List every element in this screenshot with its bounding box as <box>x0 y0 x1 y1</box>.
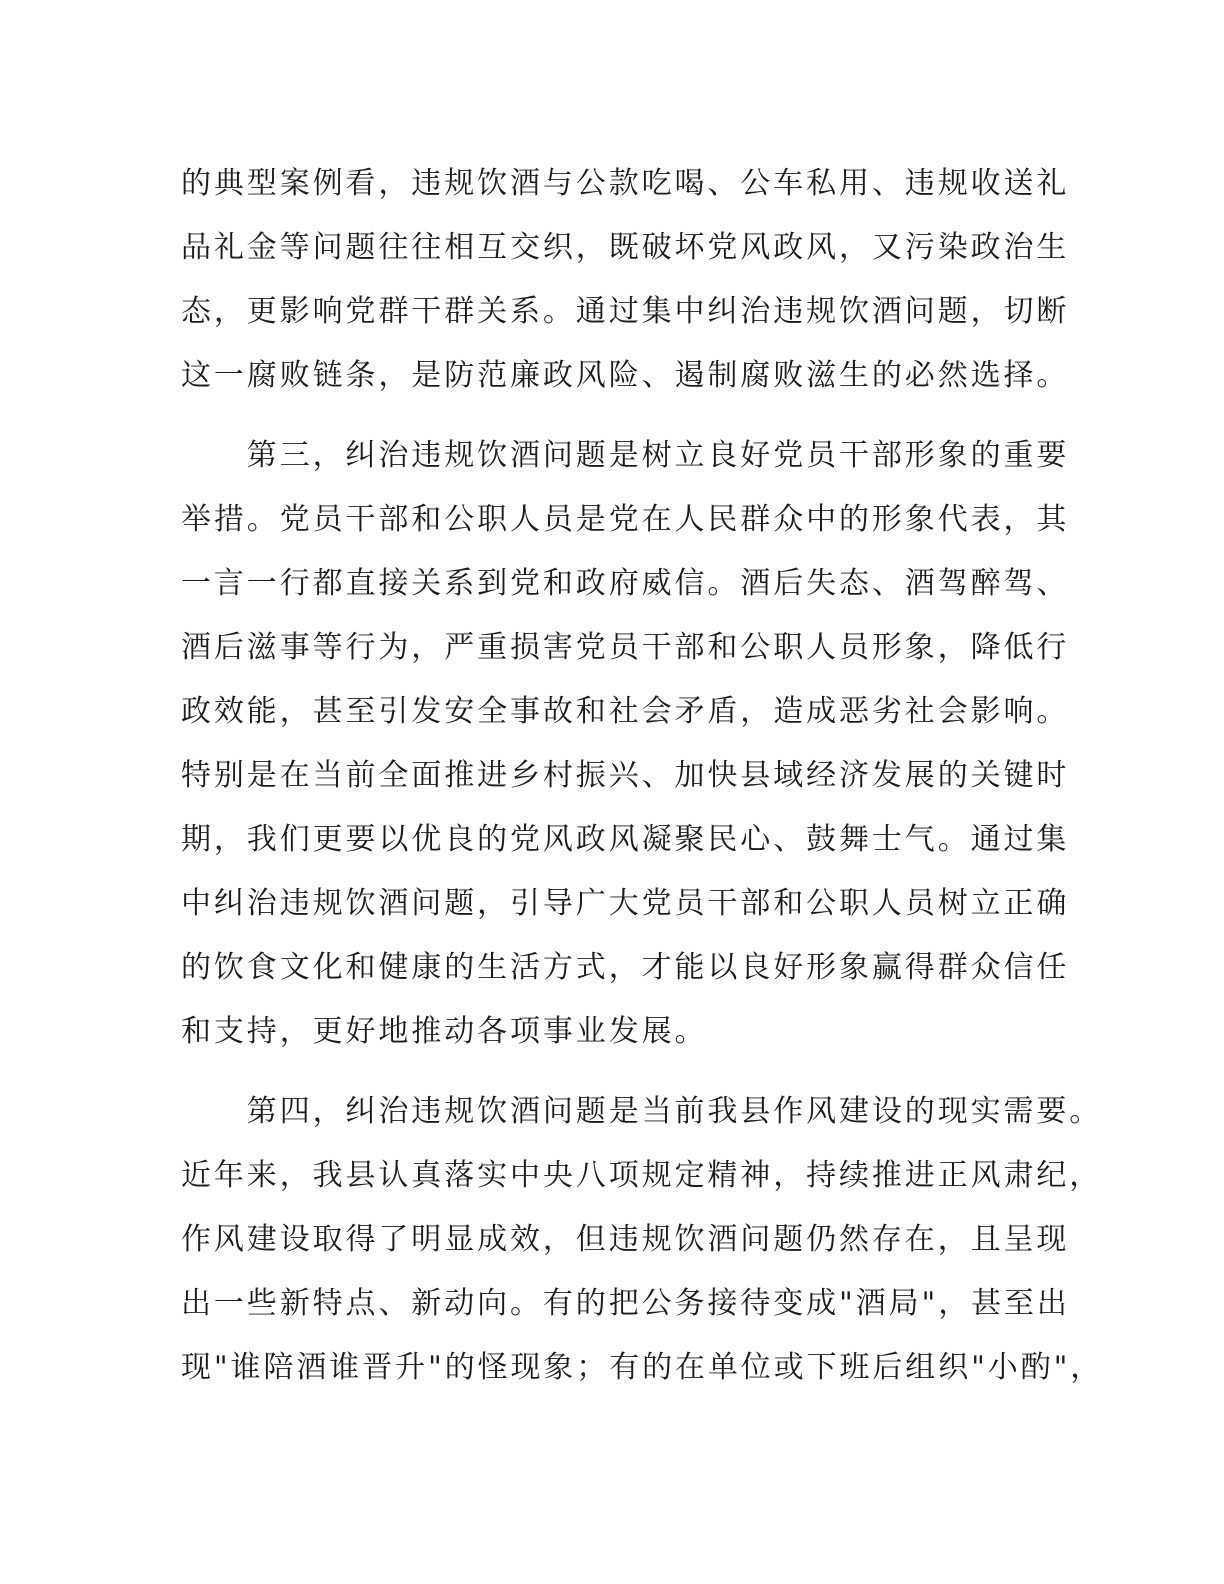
paragraph-line: 的典型案例看，违规饮酒与公款吃喝、公车私用、违规收送礼 <box>181 166 1070 201</box>
paragraph-line: 第三，纠治违规饮酒问题是树立良好党员干部形象的重要 <box>181 438 1070 473</box>
paragraph-line: 中纠治违规饮酒问题，引导广大党员干部和公职人员树立正确 <box>181 886 1070 921</box>
paragraph-line: 举措。党员干部和公职人员是党在人民群众中的形象代表，其 <box>181 502 1070 537</box>
paragraph-line: 酒后滋事等行为，严重损害党员干部和公职人员形象，降低行 <box>181 630 1070 665</box>
paragraph-line: 政效能，甚至引发安全事故和社会矛盾，造成恶劣社会影响。 <box>181 694 1070 729</box>
paragraph-line: 品礼金等问题往往相互交织，既破坏党风政风，又污染政治生 <box>181 230 1070 265</box>
paragraph-line: 出一些新特点、新动向。有的把公务接待变成"酒局"，甚至出 <box>181 1286 1070 1321</box>
paragraph-line: 特别是在当前全面推进乡村振兴、加快县域经济发展的关键时 <box>181 758 1070 793</box>
paragraph-line: 期，我们更要以优良的党风政风凝聚民心、鼓舞士气。通过集 <box>181 822 1070 857</box>
paragraph-line: 现"谁陪酒谁晋升"的怪现象；有的在单位或下班后组织"小酌"， <box>181 1350 1104 1385</box>
paragraph-line: 第四，纠治违规饮酒问题是当前我县作风建设的现实需要。 <box>181 1094 1103 1129</box>
paragraph-line: 作风建设取得了明显成效，但违规饮酒问题仍然存在，且呈现 <box>181 1222 1070 1257</box>
paragraph-line: 态，更影响党群干群关系。通过集中纠治违规饮酒问题，切断 <box>181 294 1070 329</box>
paragraph-line: 一言一行都直接关系到党和政府威信。酒后失态、酒驾醉驾、 <box>181 566 1070 601</box>
paragraph-line: 和支持，更好地推动各项事业发展。 <box>181 1014 708 1049</box>
paragraph-line: 这一腐败链条，是防范廉政风险、遏制腐败滋生的必然选择。 <box>181 358 1070 393</box>
paragraph-line: 的饮食文化和健康的生活方式，才能以良好形象赢得群众信任 <box>181 950 1070 985</box>
paragraph-line: 近年来，我县认真落实中央八项规定精神，持续推进正风肃纪， <box>181 1158 1103 1193</box>
